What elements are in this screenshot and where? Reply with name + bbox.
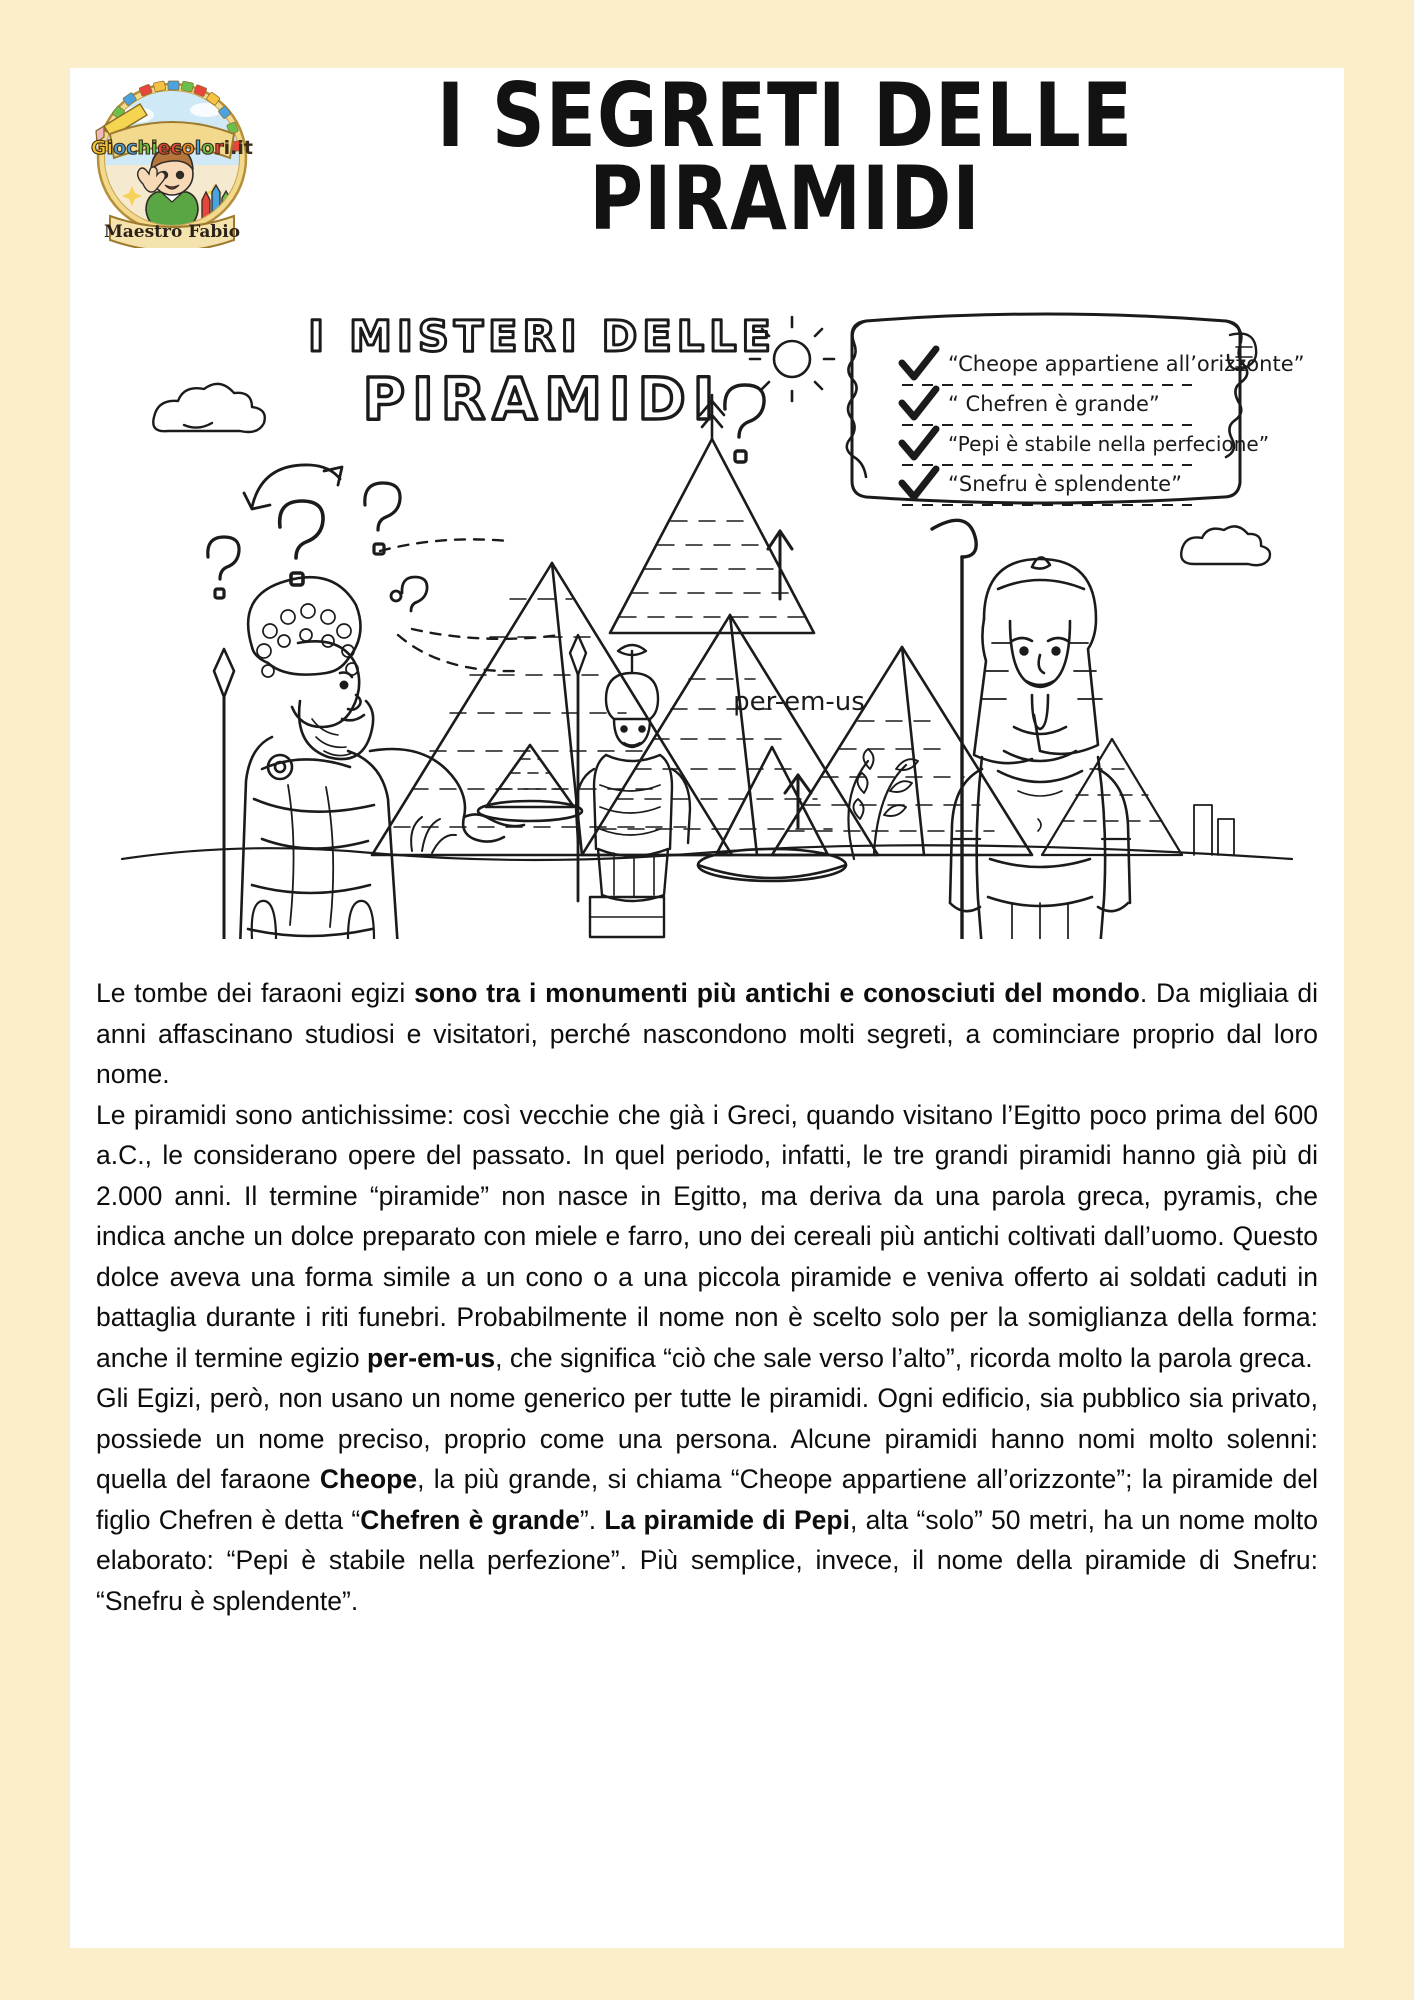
text-run: . Da migliaia di anni affascinano studiosi e visitatori, perché nascondono molti segreti, a cominciare proprio dal loro nome. [96, 978, 1318, 1089]
checklist-item-label: “Pepi è stabile nella perfecione” [948, 432, 1270, 456]
paragraph [96, 1095, 1318, 1379]
page-card [70, 64, 1344, 1948]
title-line-2: PIRAMIDI [589, 147, 981, 250]
up-arrow-icon [768, 531, 792, 599]
dashed-trail [380, 539, 560, 671]
greek-scholar-figure [214, 577, 582, 939]
question-mark-icon [365, 483, 400, 554]
paragraph [96, 1378, 1318, 1621]
logo-subtitle-text: Maestro Fabio [103, 222, 241, 242]
question-mark-icon [725, 385, 764, 462]
wheat-icon [848, 749, 918, 859]
desert-plant-icon [411, 817, 456, 853]
question-mark-icon [280, 501, 323, 585]
article-body [80, 973, 1334, 1621]
illustration-svg [110, 299, 1304, 939]
question-mark-icon [391, 577, 427, 611]
text-run-bold: Cheope [319, 1464, 418, 1494]
paragraph [96, 973, 1318, 1095]
small-pyramid-icon [478, 745, 582, 821]
illustration-heading-line2: PIRAMIDI [362, 365, 722, 433]
pyramid-far-right [1042, 739, 1234, 855]
text-run: ”. [579, 1504, 605, 1535]
cloud-icon [153, 384, 265, 432]
illustration-heading [308, 312, 776, 433]
text-run: Le tombe dei faraoni egizi [96, 978, 415, 1008]
illustration [110, 299, 1304, 939]
text-run-bold: per-em-us [367, 1342, 496, 1373]
text-run: Le piramidi sono antichissime: così vecchie che già i Greci, quando visitano l’Egitto poco prima del 600 a.C., le considerano opere del passato. In quel periodo, infatti, le tre grandi piramidi hanno già più di 2.000 anni. Il termine “piramide” non nasce in Egitto, ma deriva da una parola greca, pyramis, che indica anche un dolce preparato con miele e farro, uno dei cereali più antichi coltivati dall’uomo. Questo dolce aveva una forma simile a un cono o a una piccola piramide e veniva offerto ai soldati caduti in battaglia durante i riti funebri. Probabilmente il nome non è scelto solo per la somiglianza della forma: anche il termine egizio [96, 1099, 1318, 1373]
text-run: , che significa “ciò che sale verso l’alto”, ricorda molto la parola greca. [495, 1342, 1313, 1373]
text-run-bold: Chefren è grande [360, 1504, 580, 1535]
text-run-bold: La piramide di Pepi [604, 1504, 850, 1535]
title-line-1: I SEGRETI DELLE [436, 64, 1134, 167]
illustration-heading-line1: I MISTERI DELLE [308, 312, 776, 362]
text-run: , la più grande, si chiama “Cheope appartiene all’orizzonte”; la piramide del figlio Chefren è detta “ [96, 1464, 1318, 1535]
soldier-figure [570, 635, 690, 937]
cloud-icon [1181, 526, 1270, 565]
page-header [70, 64, 1344, 293]
checklist-item-label: “Cheope appartiene all’orizzonte” [948, 352, 1304, 376]
text-run: Gli Egizi, però, non usano un nome generico per tutte le piramidi. Ogni edificio, sia pubblico sia privato, possiede un nome preciso, proprio come una persona. Alcune piramidi hanno nomi molto solenni: quella del faraone [96, 1383, 1318, 1494]
checklist-item-label: “Snefru è splendente” [948, 472, 1182, 496]
checklist-item-label: “ Chefren è grande” [948, 392, 1160, 416]
text-run: , alta “solo” 50 metri, ha un nome molto elaborato: “Pepi è stabile nella perfezione”. Più semplice, invece, il nome della piramide di Snefru: “Snefru è splendente”. [96, 1504, 1318, 1616]
pharaoh-figure [932, 520, 1130, 939]
question-mark-icon [208, 537, 239, 598]
text-run-bold: sono tra i monumenti più antichi e conosciuti del mondo [414, 978, 1140, 1008]
pyramid-middle [582, 615, 878, 855]
logo-brand-text: Giochiecolori.it [91, 137, 253, 159]
pyramid-label: per-em-us [733, 687, 865, 717]
page-title [240, 64, 1330, 250]
